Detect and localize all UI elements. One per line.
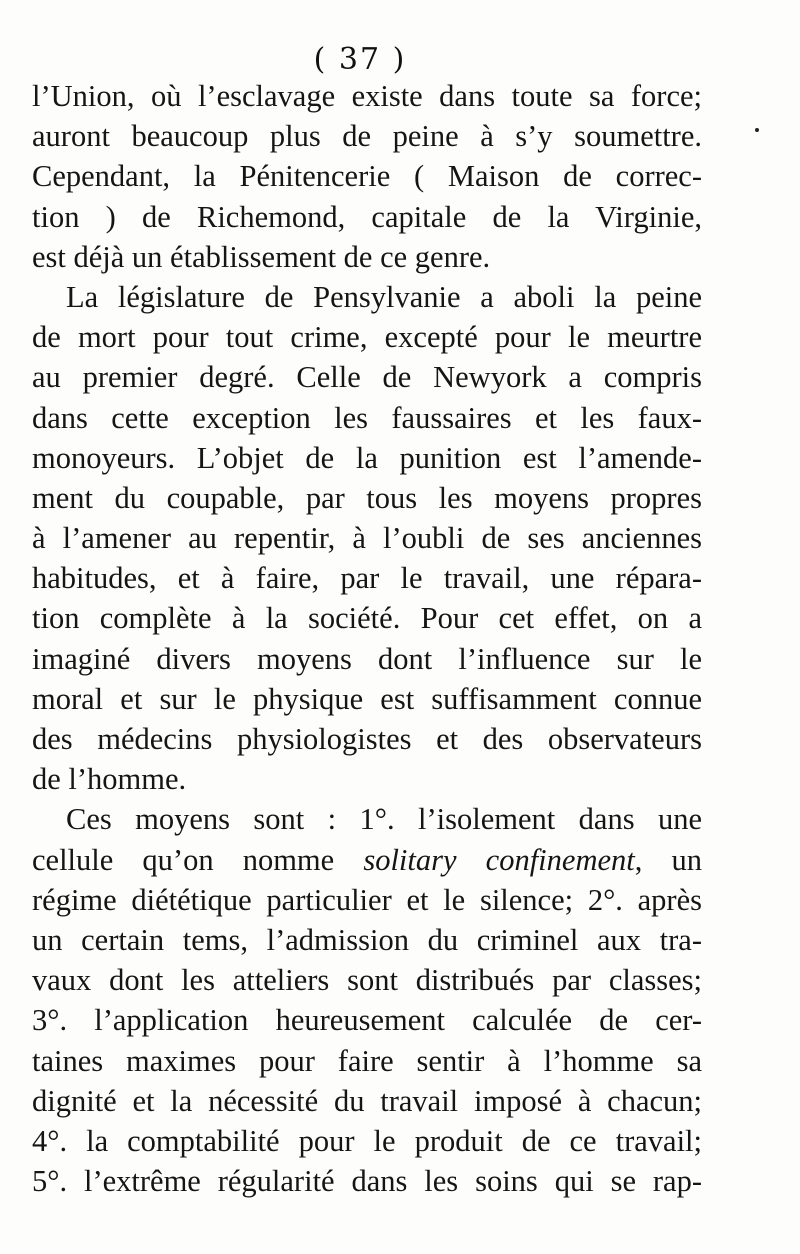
ink-speck (755, 128, 759, 132)
text-line: habitudes, et à faire, par le travail, une répara- (32, 561, 702, 596)
text-line: à l’amener au repentir, à l’oubli de ses anciennes (32, 521, 702, 556)
text-line: tion ) de Richemond, capitale de la Virginie, (32, 199, 702, 234)
text-segment: cellule qu’on nomme (32, 842, 335, 877)
text-line: 3°. l’application heureusement calculée de cer- (32, 1003, 702, 1038)
text-line: 4°. la comptabilité pour le produit de ce travail; (32, 1123, 702, 1158)
text-line: 5°. l’extrême régularité dans les soins qui se rap- (32, 1164, 702, 1199)
text-line: dans cette exception les faussaires et les faux- (32, 400, 702, 435)
text-line: moral et sur le physique est suffisamment connue (32, 681, 702, 716)
text-line: des médecins physiologistes et des observateurs (32, 722, 702, 756)
text-line: de l’homme. (32, 762, 187, 797)
text-line: dignité et la nécessité du travail imposé à chacun; (32, 1083, 702, 1118)
page-number: ( 37 ) (313, 42, 407, 77)
text-line: tion complète à la société. Pour cet effet, on a (32, 601, 702, 636)
text-line: un certain tems, l’admission du criminel aux tra- (32, 922, 702, 957)
text-line-with-italic (32, 840, 702, 880)
text-segment: , un (634, 842, 703, 877)
text-line: Ces moyens sont : 1°. l’isolement dans une (66, 802, 702, 837)
text-line: monoyeurs. L’objet de la punition est l’amende- (32, 440, 702, 475)
text-line: vaux dont les atteliers sont distribués par classes; (32, 963, 702, 998)
text-line: auront beaucoup plus de peine à s’y soumettre. (32, 119, 702, 154)
text-line: est déjà un établissement de ce genre. (32, 239, 491, 274)
italic-term: solitary confinement (363, 842, 635, 877)
text-line: l’Union, où l’esclavage existe dans toute sa force; (32, 79, 702, 113)
text-line: au premier degré. Celle de Newyork a compris (32, 360, 702, 395)
text-line: de mort pour tout crime, excepté pour le meurtre (32, 320, 702, 355)
body-text (32, 76, 702, 1201)
text-line: taines maximes pour faire sentir à l’homme sa (32, 1043, 702, 1078)
text-line: régime diététique particulier et le silence; 2°. après (32, 882, 702, 917)
text-line: ment du coupable, par tous les moyens propres (32, 480, 702, 515)
text-line: Cependant, la Pénitencerie ( Maison de correc- (32, 159, 702, 194)
text-line: imaginé divers moyens dont l’influence sur le (32, 641, 702, 676)
text-line: La législature de Pensylvanie a aboli la peine (66, 279, 702, 314)
